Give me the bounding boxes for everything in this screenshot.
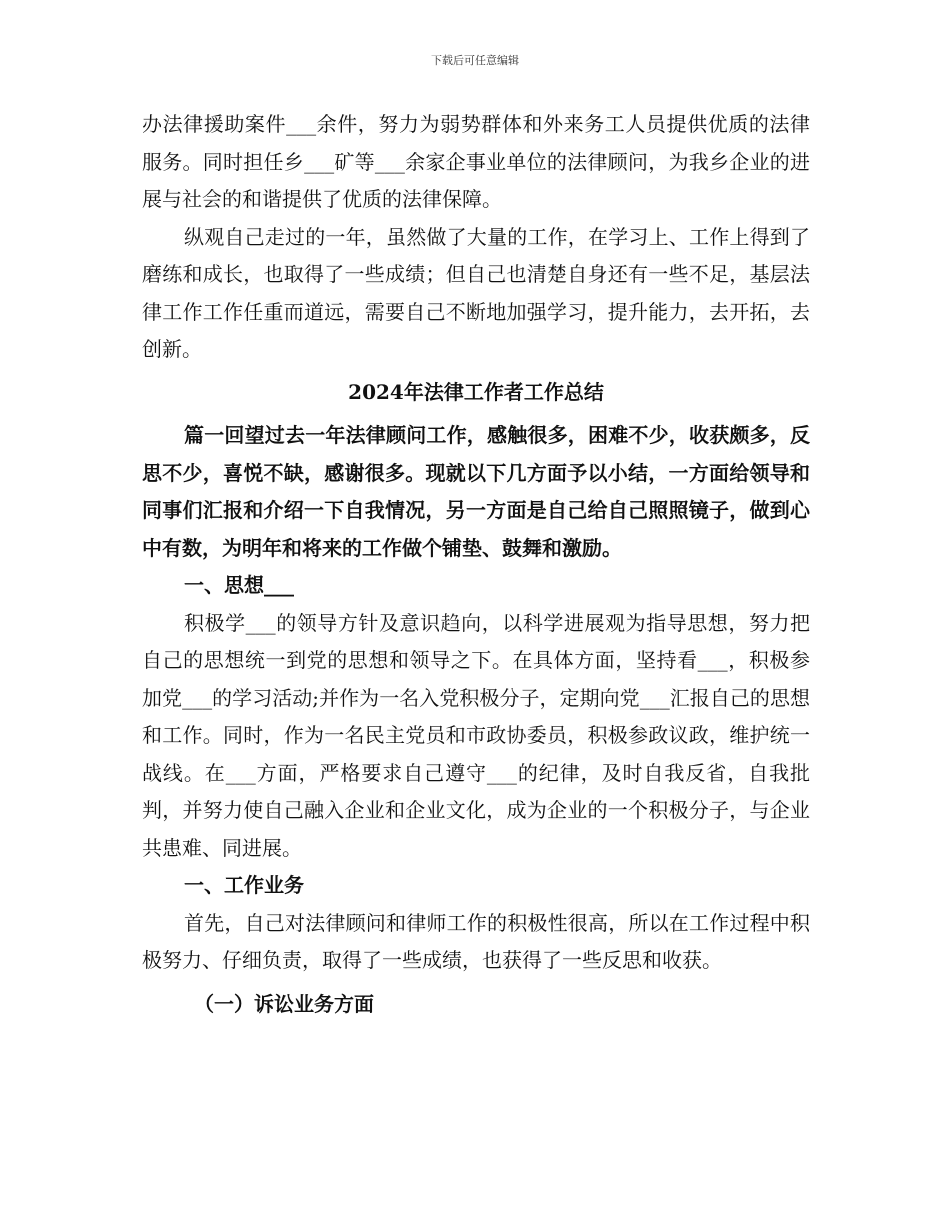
paragraph-legal-aid: 办法律援助案件___余件，努力为弱势群体和外来务工人员提供优质的法律服务。同时担任乡___矿等___余家企事业单位的法律顾问，为我乡企业的进展与社会的和谐提供了优质的法律保障。: [142, 112, 810, 211]
paragraph-year-review: 纵观自己走过的一年，虽然做了大量的工作，在学习上、工作上得到了磨练和成长，也取得了一些成绩；但自己也清楚自身还有一些不足，基层法律工作工作任重而道远，需要自己不断地加强学习，提升能力，去开拓，去创新。: [142, 224, 810, 361]
section-heading-thought: 一、思想___: [184, 573, 294, 597]
document-body: [142, 106, 810, 1023]
section-heading-work: 一、工作业务: [184, 873, 304, 897]
document-title: 2024年法律工作者工作总结: [348, 379, 604, 404]
paragraph-work: 首先，自己对法律顾问和律师工作的积极性很高，所以在工作过程中积极努力、仔细负责，取得了一些成绩，也获得了一些反思和收获。: [142, 910, 810, 972]
page-header: 下载后可任意编辑: [431, 54, 519, 67]
subsection-heading-litigation: （一）诉讼业务方面: [194, 991, 374, 1016]
paragraph-intro: 篇一回望过去一年法律顾问工作，感触很多，困难不少，收获颇多，反思不少，喜悦不缺，感谢很多。现就以下几方面予以小结，一方面给领导和同事们汇报和介绍一下自我情况，另一方面是自己给自己照照镜子，做到心中有数，为明年和将来的工作做个铺垫、鼓舞和激励。: [142, 423, 810, 560]
paragraph-thought: 积极学___的领导方针及意识趋向，以科学进展观为指导思想，努力把自己的思想统一到党的思想和领导之下。在具体方面，坚持看___，积极参加党___的学习活动;并作为一名入党积极分子，定期向党___汇报自己的思想和工作。同时，作为一名民主党员和市政协委员，积极参政议政，维护统一战线。在___方面，严格要求自己遵守___的纪律，及时自我反省，自我批判，并努力使自己融入企业和企业文化，成为企业的一个积极分子，与企业共患难、同进展。: [142, 610, 810, 860]
